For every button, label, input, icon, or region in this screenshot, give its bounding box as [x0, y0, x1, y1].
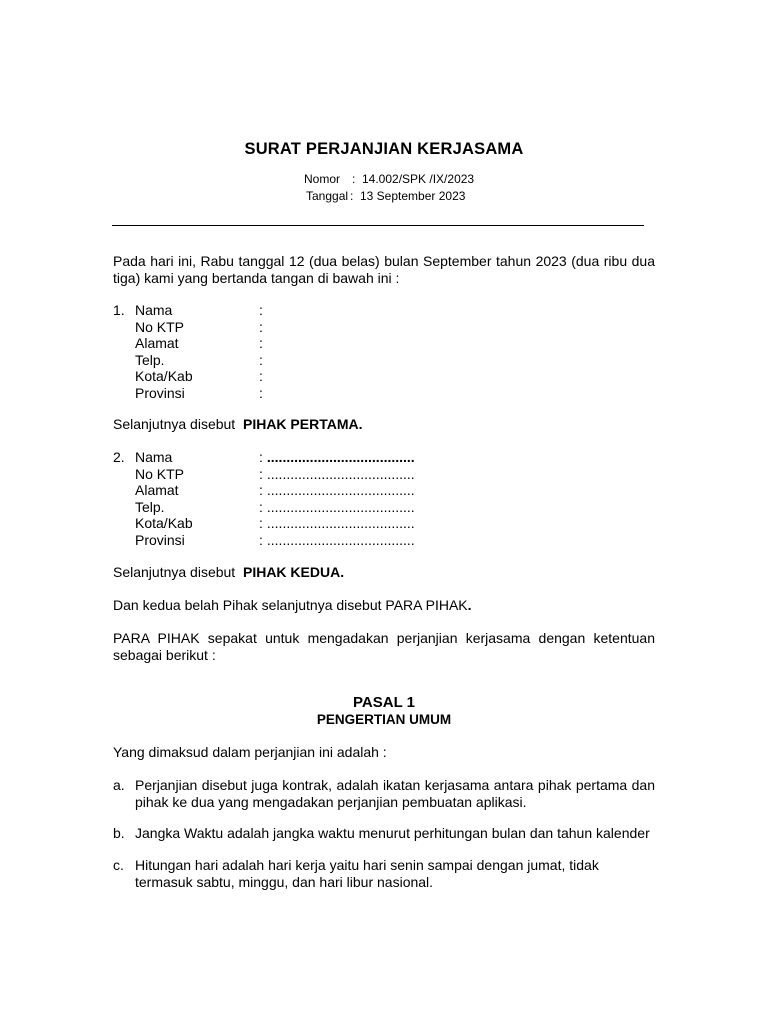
field-colon: :	[259, 318, 263, 335]
field-label: Telp.	[135, 498, 165, 515]
field-colon: :	[259, 465, 263, 482]
designation-name: PIHAK KEDUA.	[242, 564, 345, 580]
document-title: SURAT PERJANJIAN KERJASAMA	[244, 140, 524, 158]
item-marker: b.	[113, 825, 125, 841]
definition-item	[113, 857, 655, 891]
field-value	[259, 449, 415, 466]
item-marker: a.	[113, 777, 125, 793]
tanggal-sep: :	[350, 189, 354, 203]
tanggal-label: Tanggal	[306, 189, 349, 203]
pasal-intro: Yang dimaksud dalam perjanjian ini adalah :	[113, 744, 387, 760]
field-colon: :	[259, 351, 263, 368]
party2-designation	[113, 564, 655, 581]
field-label: Nama	[135, 449, 173, 465]
field-colon: :	[259, 531, 263, 548]
header-divider	[112, 225, 644, 226]
field-value	[259, 482, 415, 499]
nomor-line	[304, 172, 474, 186]
field-label: Telp.	[135, 351, 165, 368]
designation-prefix: Selanjutnya disebut	[113, 564, 236, 580]
field-label: Alamat	[135, 482, 179, 498]
party1-number: 1.	[113, 302, 125, 318]
field-blank: ......................................	[266, 465, 415, 482]
field-label: Nama	[135, 302, 173, 318]
field-value	[259, 499, 415, 516]
nomor-label: Nomor	[304, 172, 341, 186]
field-label: No KTP	[135, 465, 185, 482]
field-colon: :	[259, 302, 263, 318]
field-colon: :	[259, 515, 263, 531]
tanggal-value: 13 September 2023	[360, 189, 466, 203]
definition-item	[113, 777, 655, 811]
nomor-value: 14.002/SPK /IX/2023	[362, 172, 475, 186]
field-blank: ......................................	[266, 498, 415, 515]
designation-prefix: Selanjutnya disebut	[113, 416, 236, 432]
definition-item	[113, 825, 655, 842]
field-label: Provinsi	[135, 384, 185, 401]
item-text: Jangka Waktu adalah jangka waktu menurut perhitungan bulan dan tahun kalender	[135, 825, 650, 841]
party1-designation	[113, 416, 655, 433]
field-colon: :	[259, 482, 263, 498]
field-blank: ......................................	[266, 531, 415, 548]
field-value	[259, 532, 415, 549]
pasal-title: PASAL 1	[353, 694, 415, 711]
pasal-subtitle: PENGERTIAN UMUM	[316, 712, 452, 727]
field-colon: :	[259, 449, 263, 465]
party2-number: 2.	[113, 449, 125, 465]
field-label: No KTP	[135, 318, 185, 335]
field-blank: ......................................	[266, 515, 415, 531]
para-pihak-paragraph	[113, 597, 655, 614]
agreement-paragraph: PARA PIHAK sepakat untuk mengadakan perjanjian kerjasama dengan ketentuan sebagai berikut :	[113, 630, 655, 663]
para-pihak-text: Dan kedua belah Pihak selanjutnya disebut PARA PIHAK	[113, 597, 468, 613]
field-label: Kota/Kab	[135, 515, 193, 531]
item-marker: c.	[113, 857, 124, 873]
intro-paragraph: Pada hari ini, Rabu tanggal 12 (dua belas) bulan September tahun 2023 (dua ribu dua tiga) kami yang bertanda tangan di bawah ini :	[113, 253, 655, 286]
designation-name: PIHAK PERTAMA.	[242, 416, 363, 432]
field-colon: :	[259, 368, 263, 384]
field-blank: ......................................	[266, 482, 415, 498]
field-blank: ......................................	[266, 449, 415, 465]
field-colon: :	[259, 335, 263, 351]
field-value	[259, 466, 415, 483]
field-label: Alamat	[135, 335, 179, 351]
field-label: Provinsi	[135, 531, 185, 548]
field-label: Kota/Kab	[135, 368, 193, 384]
item-text: Perjanjian disebut juga kontrak, adalah ikatan kerjasama antara pihak pertama dan pihak ke dua yang mengadakan perjanjian pembuatan aplikasi.	[135, 777, 655, 810]
field-colon: :	[259, 384, 263, 401]
para-pihak-dot: .	[467, 597, 472, 613]
nomor-sep: :	[352, 172, 356, 186]
tanggal-line	[306, 189, 465, 203]
item-text: Hitungan hari adalah hari kerja yaitu hari senin sampai dengan jumat, tidak termasuk sabtu, minggu, dan hari libur nasional.	[135, 857, 599, 890]
field-value	[259, 515, 415, 532]
field-colon: :	[259, 498, 263, 515]
